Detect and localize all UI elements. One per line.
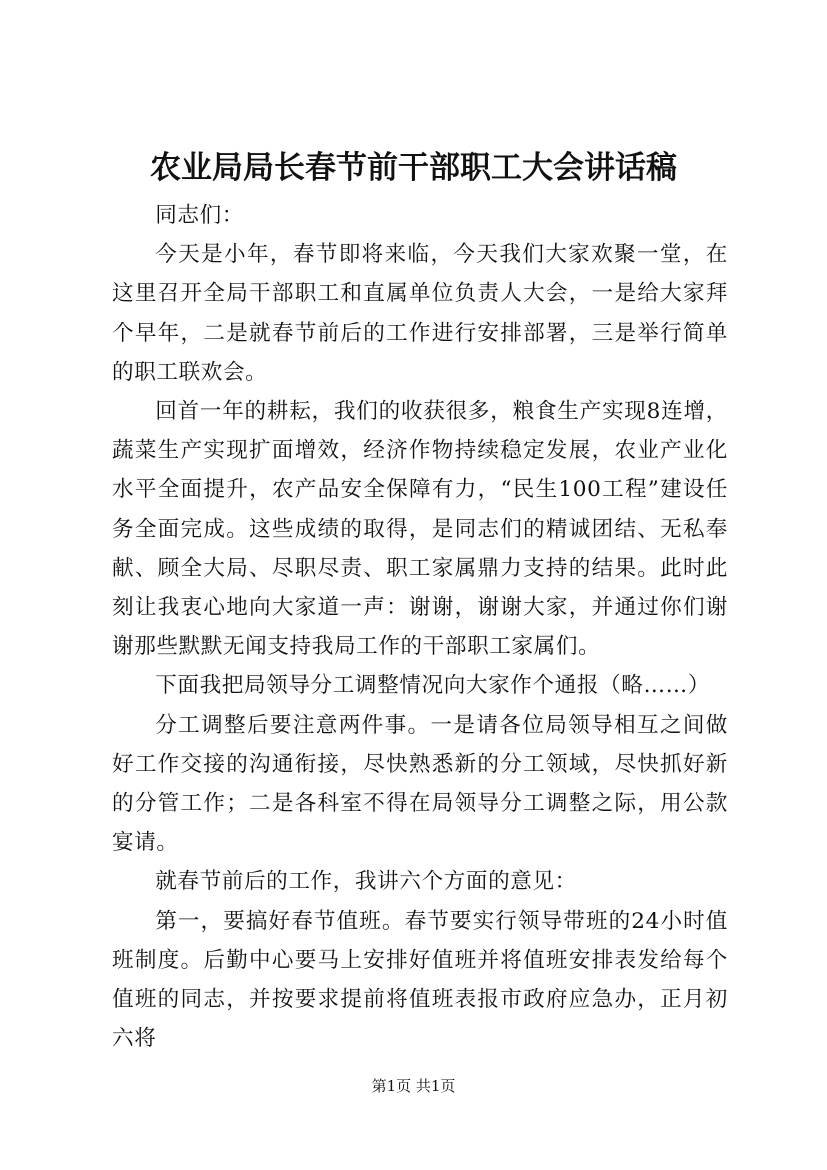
- page-number-footer: 第1页 共1页: [371, 1077, 456, 1095]
- paragraph-point-one: 第一，要搞好春节值班。春节要实行领导带班的24小时值班制度。后勤中心要马上安排好值班并将值班安排表发给每个值班的同志，并按要求提前将值班表报市政府应急办，正月初六将: [112, 908, 728, 1052]
- paragraph-adjustment-notes: 分工调整后要注意两件事。一是请各位局领导相互之间做好工作交接的沟通衔接，尽快熟悉新的分工领域，尽快抓好新的分管工作；二是各科室不得在局领导分工调整之际，用公款宴请。: [112, 712, 728, 856]
- paragraph-achievements: 回首一年的耕耘，我们的收获很多，粮食生产实现8连增，蔬菜生产实现扩面增效，经济作物持续稳定发展，农业产业化水平全面提升，农产品安全保障有力，“民生100工程”建设任务全面完成。这些成绩的取得，是同志们的精诚团结、无私奉献、顾全大局、尽职尽责、职工家属鼎力支持的结果。此时此刻让我衷心地向大家道一声：谢谢，谢谢大家，并通过你们谢谢那些默默无闻支持我局工作的干部职工家属们。: [112, 399, 728, 660]
- paragraph-salutation: 同志们：: [155, 203, 244, 228]
- document-title: 农业局局长春节前干部职工大会讲话稿: [150, 150, 677, 186]
- document-body: [112, 196, 728, 1058]
- paragraph-opening: 今天是小年，春节即将来临，今天我们大家欢聚一堂，在这里召开全局干部职工和直属单位负责人大会，一是给大家拜个早年，二是就春节前后的工作进行安排部署，三是举行简单的职工联欢会。: [112, 242, 728, 385]
- paragraph-leadership-notice: 下面我把局领导分工调整情况向大家作个通报（略……）: [155, 673, 711, 699]
- paragraph-six-points-intro: 就春节前后的工作，我讲六个方面的意见：: [155, 869, 577, 895]
